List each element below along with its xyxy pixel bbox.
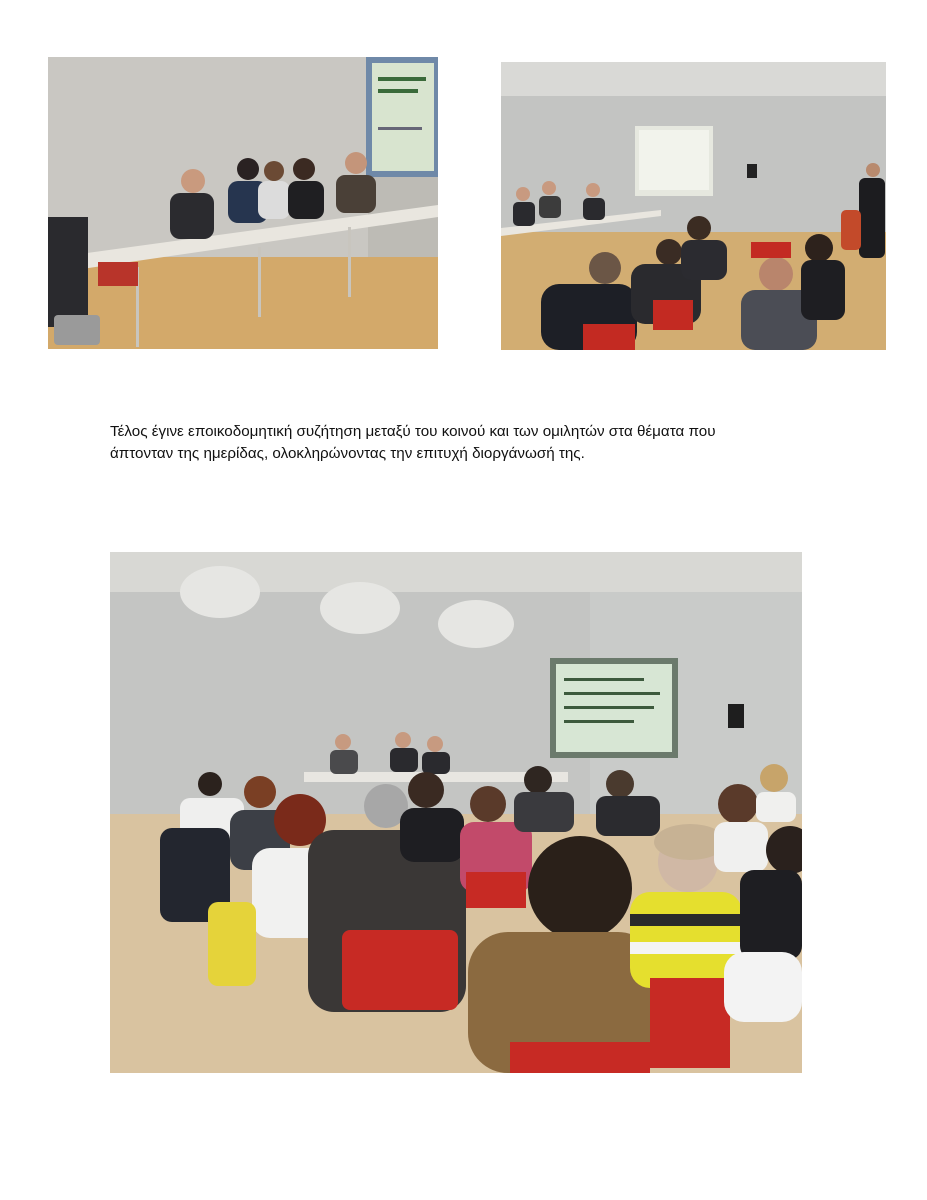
panel-table-photo: [48, 57, 438, 349]
caption-line-1: Τέλος έγινε εποικοδομητική συζήτηση μεταξύ του κοινού και των ομιλητών στα θέματα που: [110, 423, 716, 440]
hall-discussion-photo: [501, 62, 886, 350]
caption-line-2: άπτονταν της ημερίδας, ολοκληρώνοντας την επιτυχή διοργάνωσή της.: [110, 445, 585, 462]
caption-paragraph: [110, 421, 830, 465]
audience-photo: [110, 552, 802, 1073]
